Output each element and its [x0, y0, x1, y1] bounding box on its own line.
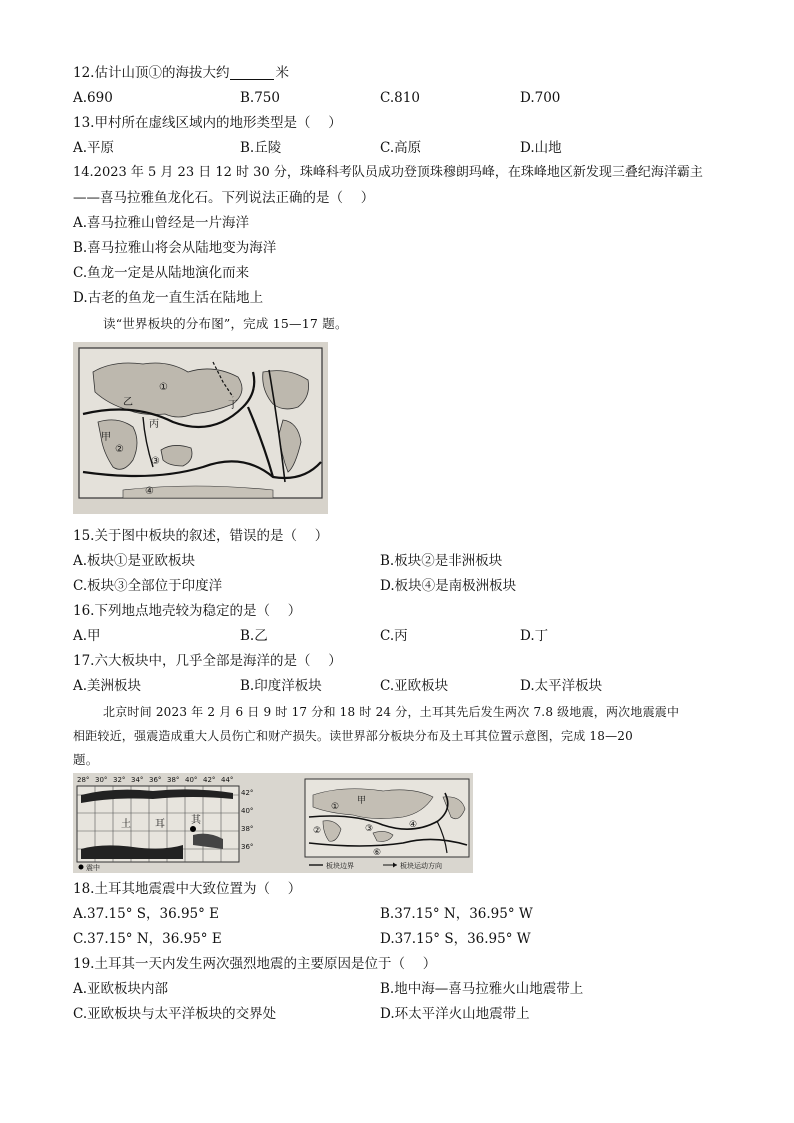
q18-option-c: C.37.15° N，36.95° E: [73, 931, 222, 947]
epicenter-marker: [190, 826, 196, 832]
q17-option-d: D.太平洋板块: [520, 678, 603, 694]
q19-option-d: D.环太平洋火山地震带上: [380, 1006, 530, 1022]
q15-option-c: C.板块③全部位于印度洋: [73, 578, 223, 594]
q14-option-b: B.喜马拉雅山将会从陆地变为海洋: [73, 240, 277, 256]
q14-option-c: C.鱼龙一定是从陆地演化而来: [73, 265, 250, 281]
map2-label-plate-2: ②: [313, 826, 322, 836]
answer-blank[interactable]: [230, 65, 274, 80]
question-12-stem: [73, 64, 289, 82]
question-14-stem-line2: ——喜马拉雅鱼龙化石。下列说法正确的是（ ）: [73, 190, 375, 206]
q14-option-d: D.古老的鱼龙一直生活在陆地上: [73, 290, 264, 306]
q13-option-d: D.山地: [520, 140, 562, 156]
map1-label-plate-2: ②: [115, 444, 124, 455]
q17-option-a: A.美洲板块: [73, 678, 142, 694]
q18-option-a: A.37.15° S，36.95° E: [73, 906, 220, 922]
intro-turkey-line2: 相距较近，强震造成重大人员伤亡和财产损失。读世界部分板块分布及土耳其位置示意图，完成 18—20: [73, 729, 633, 743]
q16-option-b: B.乙: [240, 628, 268, 644]
map1-label-jia: 甲: [101, 432, 111, 443]
q19-option-c: C.亚欧板块与太平洋板块的交界处: [73, 1006, 277, 1022]
question-16-stem: 16.下列地点地壳较为稳定的是（ ）: [73, 603, 302, 619]
lon-tick-30: 30°: [95, 776, 108, 784]
intro-turkey-line3: 题。: [73, 752, 99, 767]
map2-label-plate-1: ①: [331, 802, 340, 812]
intro-plate-map: 读“世界板块的分布图”，完成 15—17 题。: [103, 316, 348, 331]
question-12-stem-text: 12.估计山顶①的海拔大约: [73, 65, 230, 81]
lon-tick-38: 38°: [167, 776, 180, 784]
lon-tick-40: 40°: [185, 776, 198, 784]
country-char-qi: 其: [191, 815, 201, 826]
q12-option-a: A.690: [73, 90, 113, 106]
q14-option-a: A.喜马拉雅山曾经是一片海洋: [73, 215, 250, 231]
q12-option-d: D.700: [520, 90, 561, 106]
q17-option-b: B.印度洋板块: [240, 678, 322, 694]
question-13-stem: 13.甲村所在虚线区域内的地形类型是（ ）: [73, 115, 342, 131]
lat-tick-36: 36°: [241, 843, 254, 851]
map2-label-jia: 甲: [357, 796, 367, 806]
lat-tick-42: 42°: [241, 789, 254, 797]
intro-turkey-line1: 北京时间 2023 年 2 月 6 日 9 时 17 分和 18 时 24 分，土耳其先后发生两次 7.8 级地震，两次地震震中: [103, 705, 680, 719]
legend-epicenter-dot: [79, 865, 84, 870]
q19-option-b: B.地中海—喜马拉雅火山地震带上: [380, 981, 584, 997]
question-19-stem: 19.土耳其一天内发生两次强烈地震的主要原因是位于（ ）: [73, 956, 437, 972]
turkey-plate-map: [73, 773, 473, 873]
lon-tick-44: 44°: [221, 776, 234, 784]
legend-direction-label: 板块运动方向: [400, 862, 442, 870]
map1-label-ding: 丁: [228, 400, 238, 411]
q19-option-a: A.亚欧板块内部: [73, 981, 169, 997]
q15-option-d: D.板块④是南极洲板块: [380, 578, 517, 594]
q17-option-c: C.亚欧板块: [380, 678, 449, 694]
q12-option-c: C.810: [380, 90, 420, 106]
lon-tick-34: 34°: [131, 776, 144, 784]
q15-option-a: A.板块①是亚欧板块: [73, 553, 196, 569]
question-15-stem: 15.关于图中板块的叙述，错误的是（ ）: [73, 528, 329, 544]
q13-option-b: B.丘陵: [240, 140, 282, 156]
map1-label-yi: 乙: [123, 397, 133, 408]
country-char-tu: 土: [121, 819, 131, 830]
lon-tick-32: 32°: [113, 776, 126, 784]
map2-label-plate-4: ④: [409, 820, 418, 830]
q16-option-a: A.甲: [73, 628, 101, 644]
map1-label-plate-1: ①: [159, 382, 168, 393]
question-17-stem: 17.六大板块中，几乎全部是海洋的是（ ）: [73, 653, 342, 669]
lon-tick-42: 42°: [203, 776, 216, 784]
country-char-er: 耳: [155, 819, 165, 830]
lon-tick-28: 28°: [77, 776, 90, 784]
lon-tick-36: 36°: [149, 776, 162, 784]
q15-option-b: B.板块②是非洲板块: [380, 553, 503, 569]
q18-option-b: B.37.15° N，36.95° W: [380, 906, 533, 922]
map1-label-bing: 丙: [149, 419, 159, 430]
q12-option-b: B.750: [240, 90, 280, 106]
q13-option-a: A.平原: [73, 140, 115, 156]
q16-option-d: D.丁: [520, 628, 549, 644]
question-12-unit: 米: [275, 65, 289, 81]
q13-option-c: C.高原: [380, 140, 422, 156]
q16-option-c: C.丙: [380, 628, 408, 644]
world-plate-map: [73, 342, 328, 514]
map1-label-plate-4: ④: [145, 486, 154, 497]
lat-tick-40: 40°: [241, 807, 254, 815]
map2-label-plate-3: ③: [365, 824, 374, 834]
q18-option-d: D.37.15° S，36.95° W: [380, 931, 531, 947]
question-18-stem: 18.土耳其地震震中大致位置为（ ）: [73, 881, 302, 897]
lat-tick-38: 38°: [241, 825, 254, 833]
question-14-stem-line1: 14.2023 年 5 月 23 日 12 时 30 分，珠峰科考队员成功登顶珠穆朗玛峰，在珠峰地区新发现三叠纪海洋霸主: [73, 165, 703, 180]
map1-label-plate-3: ③: [151, 456, 160, 467]
legend-epicenter-label: 震中: [86, 864, 100, 872]
map2-label-plate-6: ⑥: [373, 848, 382, 858]
legend-boundary-label: 板块边界: [326, 862, 354, 870]
